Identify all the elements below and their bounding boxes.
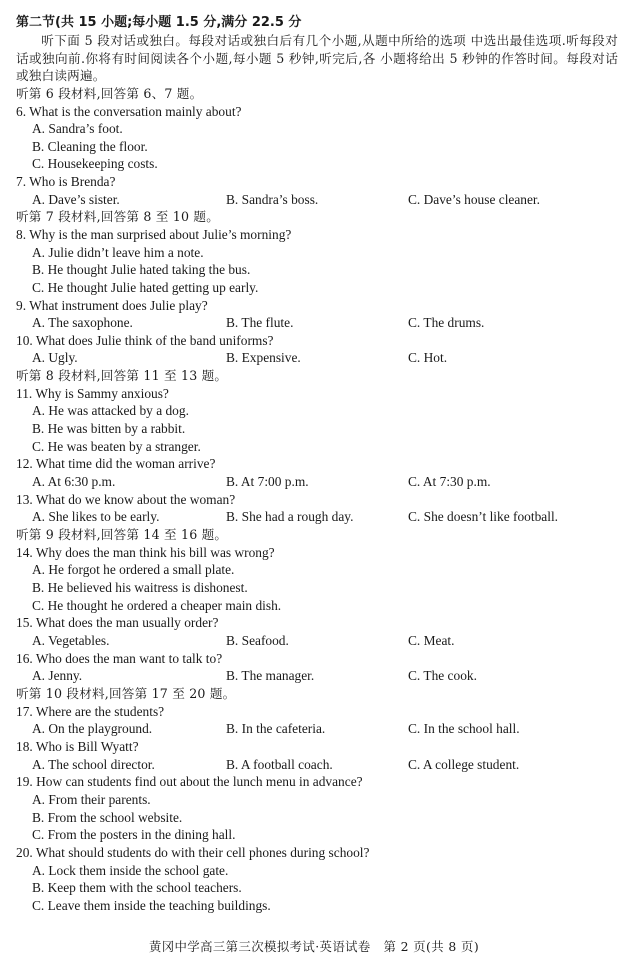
answer-option: C. At 7:30 p.m.	[408, 474, 491, 489]
answer-option: B. She had a rough day.	[226, 509, 354, 524]
options-row	[16, 720, 618, 738]
question-stem: 10. What does Julie think of the band uniforms?	[16, 333, 274, 348]
answer-option: B. A football coach.	[226, 757, 333, 772]
answer-option: B. At 7:00 p.m.	[226, 474, 309, 489]
answer-option: A. Vegetables.	[32, 633, 110, 648]
answer-option: B. The manager.	[226, 668, 315, 683]
answer-option: A. Lock them inside the school gate.	[32, 863, 229, 878]
answer-option: C. In the school hall.	[408, 721, 520, 736]
question-stem: 11. Why is Sammy anxious?	[16, 386, 169, 401]
answer-option: C. Housekeeping costs.	[32, 156, 158, 171]
question-stem: 19. How can students find out about the lunch menu in advance?	[16, 774, 363, 789]
answer-option: A. Ugly.	[32, 350, 78, 365]
answer-option: A. He was attacked by a dog.	[32, 403, 189, 418]
answer-option: A. From their parents.	[32, 792, 151, 807]
options-row	[16, 756, 618, 774]
question-stem: 8. Why is the man surprised about Julie’s morning?	[16, 227, 292, 242]
options-row	[16, 508, 618, 526]
answer-option: A. The school director.	[32, 757, 155, 772]
answer-option: C. Meat.	[408, 633, 455, 648]
answer-option: A. Jenny.	[32, 668, 83, 683]
answer-option: B. From the school website.	[32, 810, 183, 825]
answer-option: C. He thought Julie hated getting up early.	[32, 280, 259, 295]
question-stem: 13. What do we know about the woman?	[16, 492, 236, 507]
answer-option: A. At 6:30 p.m.	[32, 474, 116, 489]
answer-option: C. Hot.	[408, 350, 448, 365]
answer-option: A. Julie didn’t leave him a note.	[32, 245, 204, 260]
question-stem: 20. What should students do with their cell phones during school?	[16, 845, 370, 860]
question-stem: 9. What instrument does Julie play?	[16, 298, 208, 313]
answer-option: C. The cook.	[408, 668, 477, 683]
section-instructions: 听下面 5 段对话或独白。每段对话或独白后有几个小题,从题中所给的选项 中选出最佳选项.听每段对话或独向前.你将有时间阅读各个小题,每小题 5 秒钟,听完后,各 小题将给出 5 秒钟的作答时间。每段对话或独白读两遍。	[16, 33, 618, 84]
answer-option: A. Dave’s sister.	[32, 192, 120, 207]
question-stem: 16. Who does the man want to talk to?	[16, 651, 223, 666]
answer-option: B. He was bitten by a rabbit.	[32, 421, 186, 436]
answer-option: C. Dave’s house cleaner.	[408, 192, 541, 207]
question-stem: 12. What time did the woman arrive?	[16, 456, 216, 471]
answer-option: B. He thought Julie hated taking the bus.	[32, 262, 251, 277]
answer-option: B. In the cafeteria.	[226, 721, 326, 736]
group-heading: 听第 7 段材料,回答第 8 至 10 题。	[16, 209, 220, 224]
answer-option: B. He believed his waitress is dishonest.	[32, 580, 248, 595]
options-row	[16, 349, 618, 367]
answer-option: B. Seafood.	[226, 633, 289, 648]
answer-option: C. From the posters in the dining hall.	[32, 827, 236, 842]
question-stem: 17. Where are the students?	[16, 704, 165, 719]
question-stem: 6. What is the conversation mainly about?	[16, 104, 242, 119]
answer-option: B. Expensive.	[226, 350, 301, 365]
group-heading: 听第 10 段材料,回答第 17 至 20 题。	[16, 686, 236, 701]
answer-option: A. On the playground.	[32, 721, 153, 736]
answer-option: C. He was beaten by a stranger.	[32, 439, 201, 454]
answer-option: C. Leave them inside the teaching buildings.	[32, 898, 271, 913]
options-row	[16, 314, 618, 332]
group-heading: 听第 9 段材料,回答第 14 至 16 题。	[16, 527, 228, 542]
question-stem: 7. Who is Brenda?	[16, 174, 116, 189]
options-row	[16, 473, 618, 491]
answer-option: A. He forgot he ordered a small plate.	[32, 562, 235, 577]
answer-option: C. A college student.	[408, 757, 520, 772]
answer-option: B. Sandra’s boss.	[226, 192, 319, 207]
answer-option: C. He thought he ordered a cheaper main dish.	[32, 598, 282, 613]
section-title: 第二节(共 15 小题;每小题 1.5 分,满分 22.5 分	[16, 15, 302, 30]
answer-option: B. The flute.	[226, 315, 294, 330]
answer-option: C. She doesn’t like football.	[408, 509, 559, 524]
group-heading: 听第 8 段材料,回答第 11 至 13 题。	[16, 368, 228, 383]
options-row	[16, 191, 618, 209]
answer-option: C. The drums.	[408, 315, 485, 330]
question-stem: 15. What does the man usually order?	[16, 615, 219, 630]
answer-option: A. She likes to be early.	[32, 509, 160, 524]
answer-option: A. The saxophone.	[32, 315, 133, 330]
question-stem: 18. Who is Bill Wyatt?	[16, 739, 139, 754]
options-row	[16, 632, 618, 650]
answer-option: B. Cleaning the floor.	[32, 139, 148, 154]
question-stem: 14. Why does the man think his bill was wrong?	[16, 545, 275, 560]
answer-option: B. Keep them with the school teachers.	[32, 880, 242, 895]
page-footer: 黄冈中学高三第三次模拟考试·英语试卷 第 2 页(共 8 页)	[148, 939, 480, 954]
group-heading: 听第 6 段材料,回答第 6、7 题。	[16, 86, 203, 101]
answer-option: A. Sandra’s foot.	[32, 121, 123, 136]
options-row	[16, 667, 618, 685]
